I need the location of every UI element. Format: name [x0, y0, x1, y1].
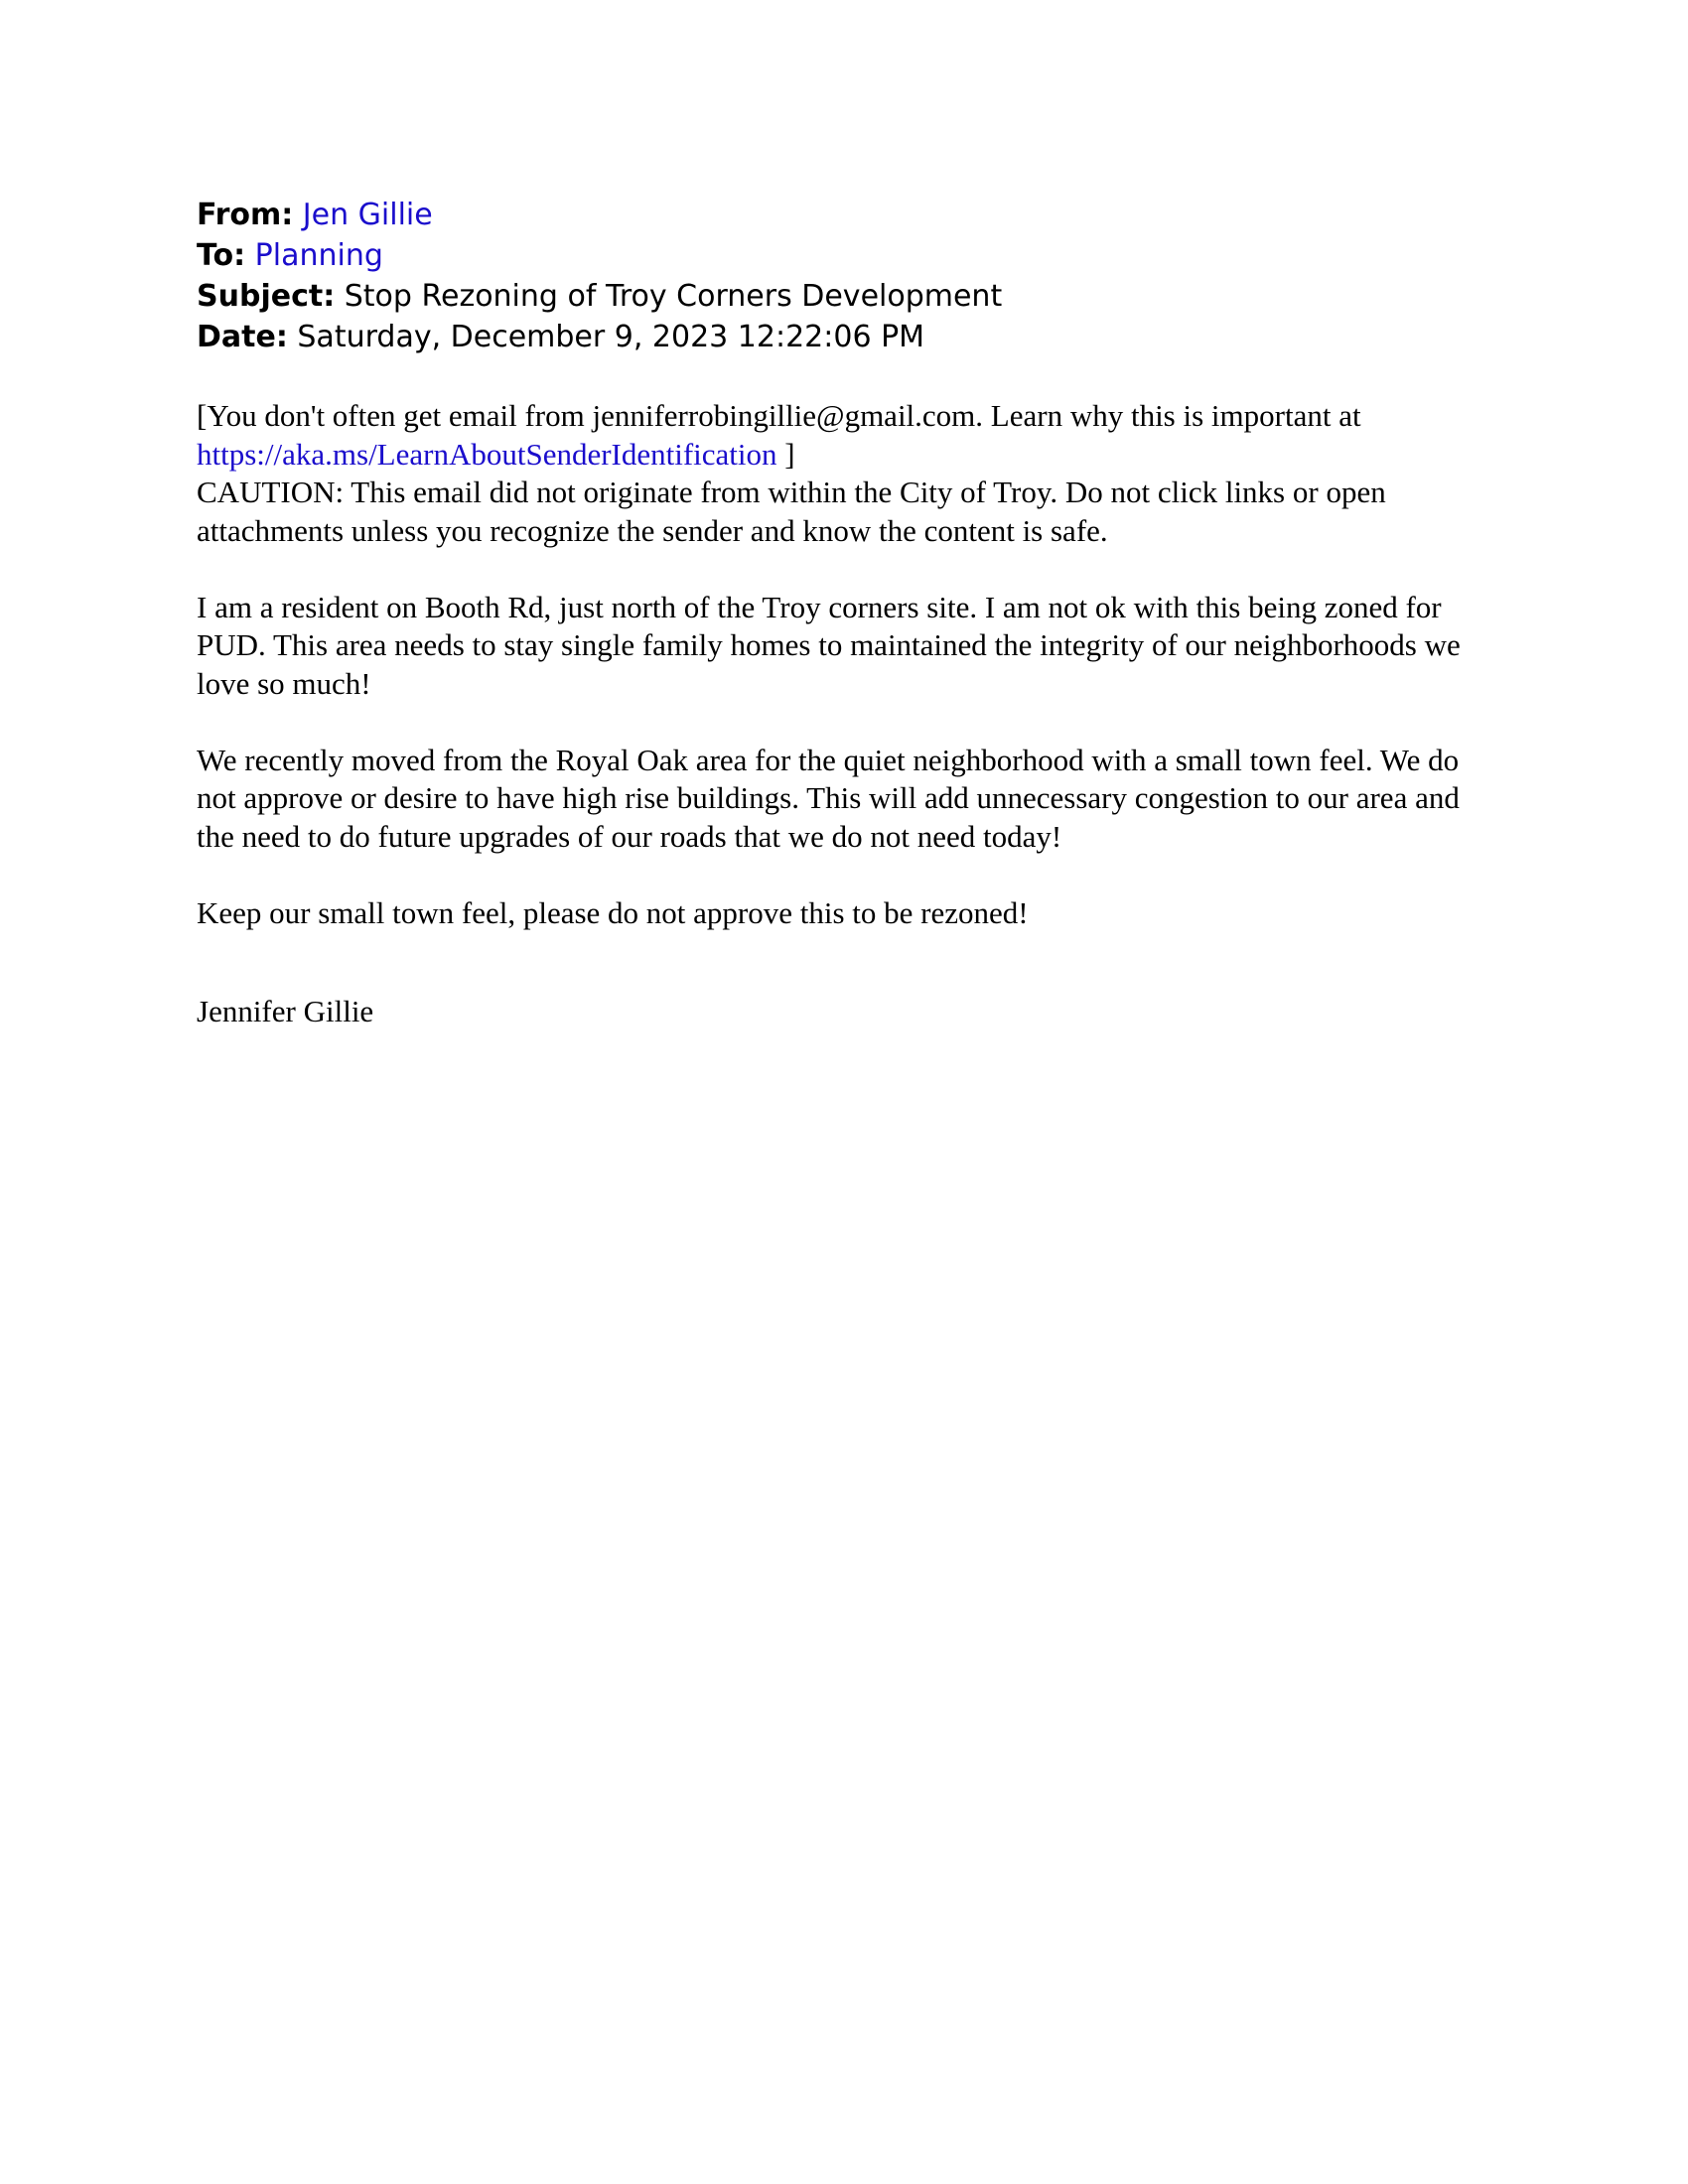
recipient-link[interactable]: Planning — [254, 238, 383, 273]
to-label: To: — [197, 238, 246, 273]
from-row — [197, 195, 1497, 235]
subject-value: Stop Rezoning of Troy Corners Development — [344, 279, 1003, 314]
date-row — [197, 317, 1497, 357]
subject-row — [197, 276, 1497, 317]
date-value: Saturday, December 9, 2023 12:22:06 PM — [297, 320, 925, 354]
from-label: From: — [197, 198, 294, 232]
body-paragraph: Keep our small town feel, please do not approve this to be rezoned! — [197, 894, 1029, 930]
email-printout — [197, 195, 1497, 1031]
sender-notice — [197, 397, 1497, 550]
sender-identification-link[interactable]: https://aka.ms/LearnAboutSenderIdentification — [197, 436, 777, 472]
signature: Jennifer Gillie — [197, 994, 374, 1028]
email-body — [197, 397, 1497, 1031]
sender-notice-text: [You don't often get email from jenniferrobingillie@gmail.com. Learn why this is important at — [197, 398, 1361, 433]
sender-notice-suffix: ] — [776, 436, 795, 472]
body-paragraph: We recently moved from the Royal Oak area for the quiet neighborhood with a small town feel. We do not approve or desire to have high rise buildings. This will add unnecessary congestion to our area and the need to do future upgrades of our roads that we do not need today! — [197, 742, 1460, 854]
subject-label: Subject: — [197, 279, 336, 314]
body-paragraph: I am a resident on Booth Rd, just north of the Troy corners site. I am not ok with this being zoned for PUD. This area needs to stay single family homes to maintained the integrity of our neighborhoods we love so much! — [197, 589, 1461, 701]
caution-text: CAUTION: This email did not originate from within the City of Troy. Do not click links or open attachments unless you recognize the sender and know the content is safe. — [197, 475, 1386, 548]
to-row — [197, 235, 1497, 276]
sender-name-link[interactable]: Jen Gillie — [302, 198, 433, 232]
email-header — [197, 195, 1497, 357]
date-label: Date: — [197, 320, 288, 354]
